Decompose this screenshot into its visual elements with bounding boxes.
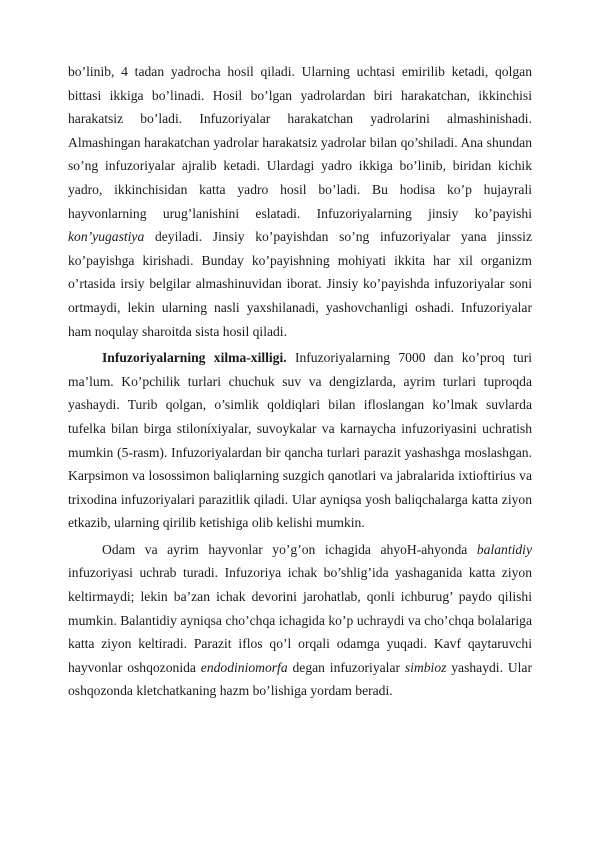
term-italic: kon’yugastiya <box>68 229 145 245</box>
text-run: infuzoriyasi uchrab turadi. Infuzoriya ichak bo’shlig’ida yashaganida katta ziyon keltirmaydi; lekin ba’zan ichak devorini jarohatlab, qonli ichburug’ paydo qilishi mumkin. Balantidiy ayniqsa cho’chqa ichagida ko’p uchraydi va cho’chqa bolalariga katta ziyon keltiradi. Parazit iflos qo’l orqali odamga yuqadi. Kavf qaytaruvchi hayvonlar oshqozonida <box>68 565 532 675</box>
paragraph-conjugation <box>68 60 532 343</box>
text-run: Odam va ayrim hayvonlar yo’g’on ichagida ahyoH-ahyonda <box>102 541 477 557</box>
paragraph-balantidium <box>68 538 532 703</box>
term-italic: endodiniomorfa <box>200 659 288 675</box>
section-heading: Infuzoriyalarning xilma-xilligi. <box>102 350 287 366</box>
paragraph-diversity <box>68 346 532 535</box>
term-italic: balantidiy <box>476 541 532 557</box>
term-italic: simbioz <box>404 659 447 675</box>
text-run: degan infuzoriyalar <box>287 659 405 675</box>
text-run: Infuzoriyalarning 7000 dan ko’proq turi ma’lum. Ko’pchilik turlari chuchuk suv va dengizlarda, ayrim turlari tuproqda yashaydi. Turib qolgan, o’simlik qoldiqlari bilan ifloslangan ko’lmak suvlarda tufelka bilan birga stiloníxiyalar, suvoykalar va karnaycha infuzoriyasini uchratish mumkin (5-rasm). Infuzoriyalardan bir qancha turlari parazit yashashga moslashgan. Karpsimon va losossimon baliqlarning suzgich qanotlari va jabralarida ixtioftirius va trixodina infuzoriyalari parazitlik qiladi. Ular ayniqsa yosh baliqchalarga katta ziyon etkazib, ularning qirilib ketishiga olib kelishi mumkin. <box>68 350 533 531</box>
text-run: deyiladi. Jinsiy ko’payishdan so’ng infuzoriyalar yana jinssiz ko’payishga kirishadi. Bunday ko’payishning mohiyati ikkita har xil organizm o’rtasida irsiy belgilar almashinuvidan iborat. Jinsiy ko’payishda infuzoriyalar soni ortmaydi, lekin ularning nasli yaxshilanadi, yashovchanligi oshadi. Infuzoriyalar ham noqulay sharoitda sista hosil qiladi. <box>68 229 532 339</box>
text-run: bo’linib, 4 tadan yadrocha hosil qiladi. Ularning uchtasi emirilib ketadi, qolgan bittasi ikkiga bo’linadi. Hosil bo’lgan yadrolardan biri harakatchan, ikkinchisi harakatsiz bo’ladi. Infuzoriyalar harakatchan yadrolarini almashinishadi. Almashingan harakatchan yadrolar harakatsiz yadrolar bilan qo’shiladi. Ana shundan so’ng infuzoriyalar ajralib ketadi. Ulardagi yadro ikkiga bo’linib, biridan kichik yadro, ikkinchisidan katta yadro hosil bo’ladi. Bu hodisa ko’p hujayrali hayvonlarning urug’lanishini eslatadi. Infuzoriyalarning jinsiy ko’payishi <box>68 64 532 221</box>
text-run: yashaydi. Ular oshqozonda kletchatkaning hazm bo’lishiga yordam beradi. <box>68 659 532 699</box>
